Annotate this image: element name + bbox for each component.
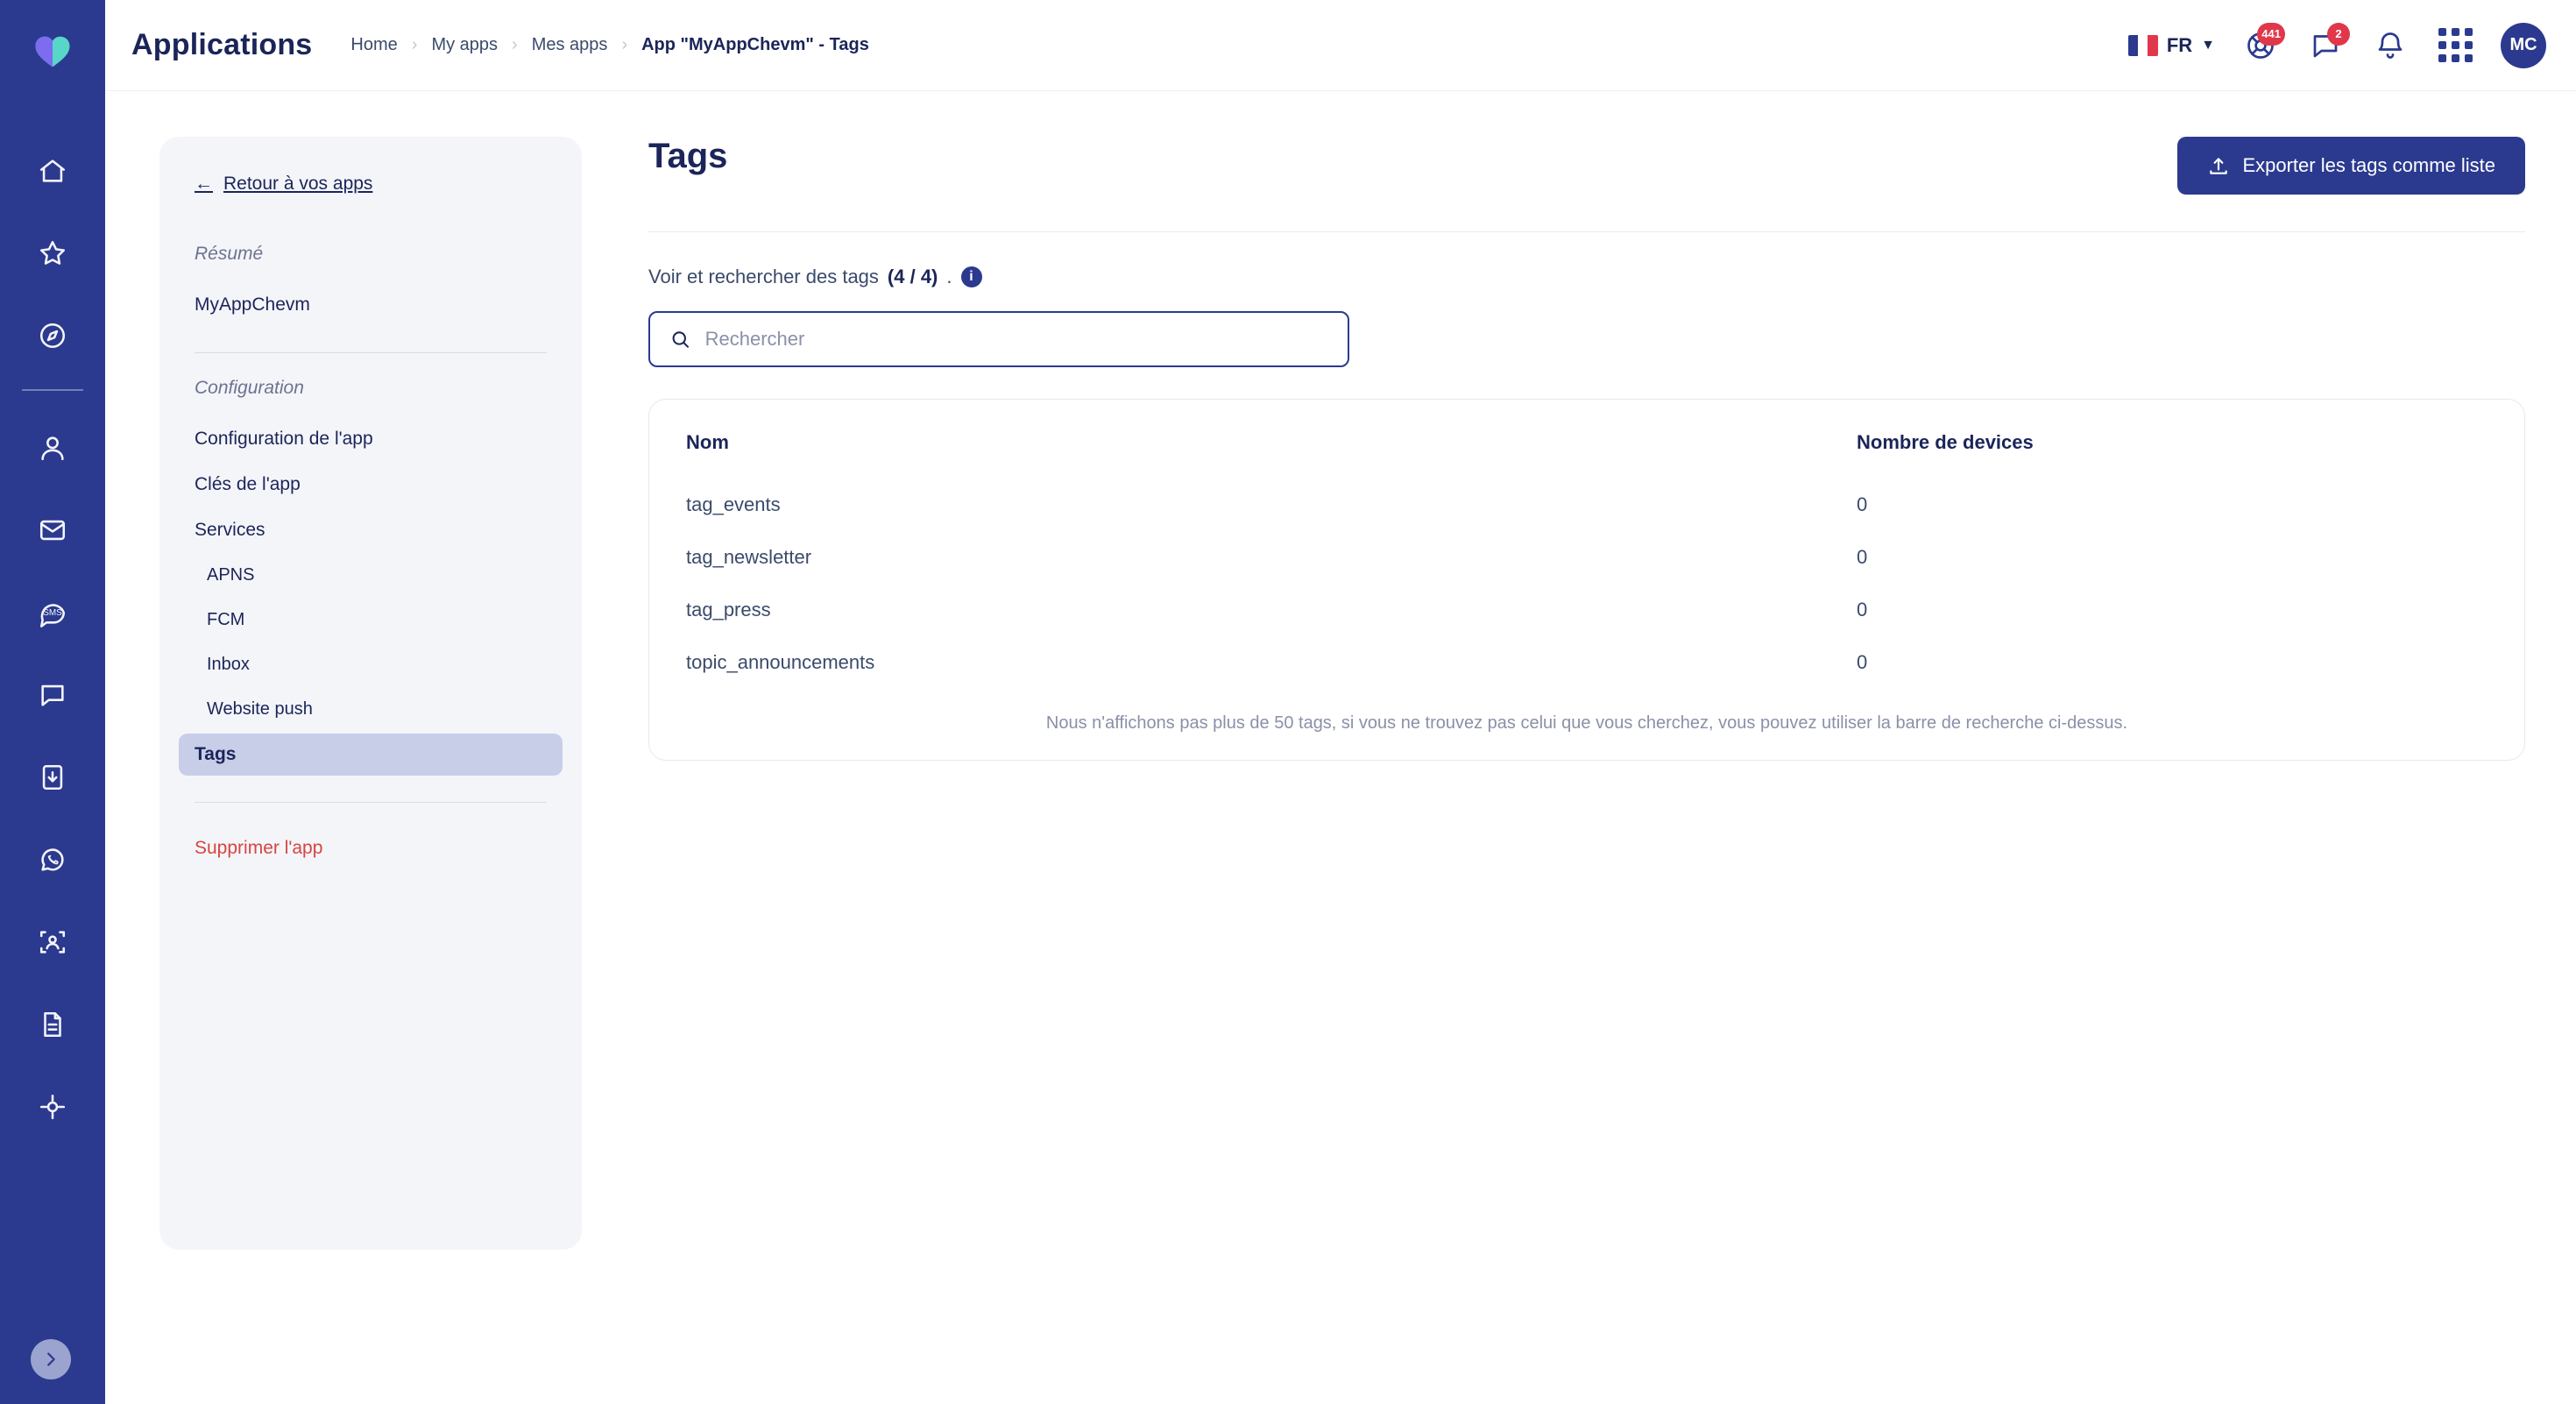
breadcrumb-item-home[interactable]: Home [350, 35, 398, 54]
language-selector[interactable] [2128, 34, 2215, 57]
user-icon[interactable] [26, 422, 79, 474]
app-sidebar [159, 137, 582, 1250]
delete-app-link[interactable]: Supprimer l'app [195, 838, 323, 858]
envelope-icon[interactable] [26, 504, 79, 557]
bell-icon [2374, 30, 2406, 61]
messages-badge: 2 [2327, 23, 2350, 46]
header-divider [648, 231, 2525, 232]
table-row[interactable] [686, 584, 2488, 636]
tag-device-count: 0 [1857, 493, 1868, 515]
sidebar-group-configuration: Configuration [195, 378, 304, 398]
sidebar-item-app-name[interactable]: MyAppChevm [195, 294, 310, 315]
support-messages-button[interactable] [2306, 26, 2345, 65]
tag-name: tag_press [686, 599, 771, 620]
app-logo[interactable] [26, 25, 79, 77]
breadcrumb [338, 35, 881, 55]
sidebar-group-resume: Résumé [195, 244, 264, 264]
audience-icon[interactable] [26, 916, 79, 968]
page-title: Tags [648, 137, 728, 175]
sidebar-item-inbox[interactable]: Inbox [207, 655, 250, 674]
tag-device-count: 0 [1857, 546, 1868, 568]
chevron-right-icon: › [621, 35, 628, 54]
search-icon [669, 328, 691, 351]
sidebar-item-services[interactable]: Services [195, 520, 265, 540]
avatar[interactable]: MC [2501, 23, 2546, 68]
table-row[interactable] [686, 636, 2488, 689]
arrow-left-icon: ← [195, 174, 213, 194]
breadcrumb-item-my-apps[interactable]: My apps [431, 35, 499, 54]
table-header-row [686, 431, 2488, 479]
apps-launcher-button[interactable] [2436, 26, 2474, 65]
svg-text:SMS: SMS [43, 607, 62, 618]
main-panel [648, 137, 2525, 761]
sidebar-item-apns[interactable]: APNS [207, 565, 255, 585]
inbox-download-icon[interactable] [26, 751, 79, 804]
chevron-down-icon: ▼ [2201, 37, 2215, 53]
automation-icon[interactable] [26, 1081, 79, 1133]
main-header [648, 137, 2525, 195]
tag-name: topic_announcements [686, 651, 875, 673]
breadcrumb-item-mes-apps[interactable]: Mes apps [531, 35, 608, 54]
tag-name: tag_newsletter [686, 546, 812, 568]
help-button[interactable] [2241, 26, 2280, 65]
chevron-right-icon: › [411, 35, 418, 54]
sms-icon[interactable] [26, 586, 79, 639]
tag-device-count: 0 [1857, 599, 1868, 620]
column-header-devices: Nombre de devices [1857, 431, 2034, 453]
compass-icon[interactable] [26, 309, 79, 362]
tags-table [686, 431, 2488, 689]
tags-count-value: (4 / 4) [887, 266, 938, 287]
tags-table-card [648, 399, 2525, 761]
search-box[interactable] [648, 311, 1349, 367]
page-app-title: Applications [131, 28, 313, 61]
table-row[interactable] [686, 531, 2488, 584]
flag-fr-icon [2128, 35, 2158, 56]
column-header-name: Nom [686, 431, 729, 453]
upload-icon [2207, 154, 2230, 177]
chevron-right-icon: › [512, 35, 518, 54]
sidebar-divider-bottom [195, 802, 547, 803]
sidebar-item-fcm[interactable]: FCM [207, 610, 245, 629]
primary-nav-rail [0, 0, 105, 1404]
star-icon[interactable] [26, 227, 79, 280]
info-icon[interactable]: i [961, 266, 982, 287]
table-footer-note: Nous n'affichons pas plus de 50 tags, si vous ne trouvez pas celui que vous cherchez, vous pouvez utiliser la barre de recherche ci-dessus. [1045, 713, 2128, 733]
search-input[interactable] [705, 328, 1328, 351]
document-icon[interactable] [26, 998, 79, 1051]
sidebar-item-configuration[interactable]: Configuration de l'app [195, 429, 373, 449]
chat-icon[interactable] [26, 669, 79, 721]
tag-device-count: 0 [1857, 651, 1868, 673]
back-to-apps-link[interactable] [195, 174, 372, 195]
rail-divider [22, 389, 83, 391]
sidebar-divider [195, 352, 547, 353]
tag-name: tag_events [686, 493, 781, 515]
export-tags-label: Exporter les tags comme liste [2242, 154, 2495, 176]
page-content [105, 91, 2576, 1404]
tags-count-text: Voir et rechercher des tags [648, 266, 879, 287]
back-to-apps-label: Retour à vos apps [223, 174, 373, 194]
tags-count-line [648, 266, 2525, 288]
language-label: FR [2166, 33, 2193, 56]
grid-apps-icon [2438, 28, 2473, 62]
export-tags-button[interactable] [2177, 137, 2525, 195]
tags-count-suffix: . [946, 266, 952, 287]
home-icon[interactable] [26, 145, 79, 197]
notifications-button[interactable] [2371, 26, 2410, 65]
whatsapp-icon[interactable] [26, 833, 79, 886]
top-bar [105, 0, 2576, 91]
sidebar-item-tags[interactable]: Tags [179, 734, 563, 776]
help-badge: 441 [2257, 23, 2285, 46]
breadcrumb-item-current: App "MyAppChevm" - Tags [641, 35, 869, 54]
top-bar-actions [2128, 23, 2576, 68]
sidebar-item-website-push[interactable]: Website push [207, 699, 313, 719]
sidebar-item-keys[interactable]: Clés de l'app [195, 474, 301, 494]
expand-sidebar-button[interactable] [31, 1339, 71, 1379]
table-row[interactable] [686, 479, 2488, 531]
